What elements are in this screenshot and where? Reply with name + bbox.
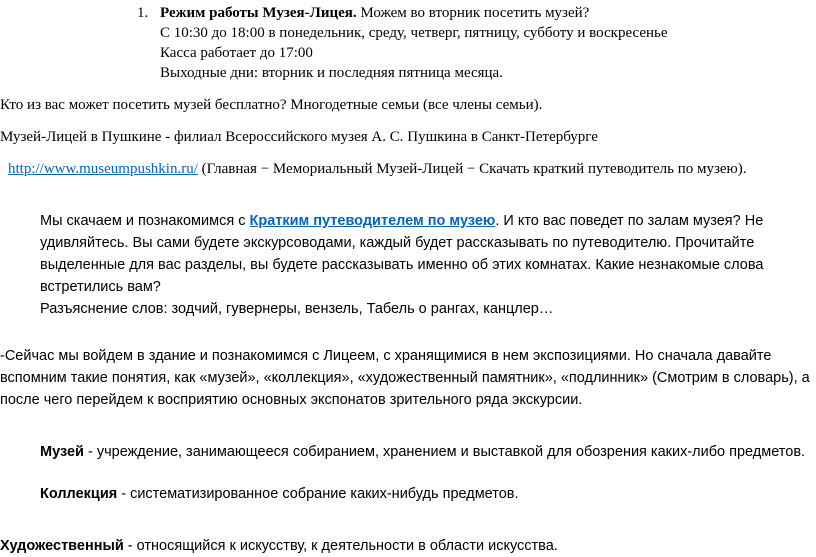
guide-link[interactable]: Кратким путеводителем по музею xyxy=(249,213,496,229)
guide-intro-text: Мы скачаем и познакомимся с xyxy=(40,213,250,229)
collection-definition-text: - систематизированное собрание каких-нибудь предметов. xyxy=(117,486,519,502)
art-term: Художественный xyxy=(0,538,124,554)
guide-line-4: встретились вам? xyxy=(40,279,161,295)
intro-paragraph xyxy=(0,345,810,411)
list-number: 1. xyxy=(137,5,149,21)
schedule-question: Можем во вторник посетить музей? xyxy=(356,5,590,21)
link-line xyxy=(8,159,747,179)
free-visit-text: Кто из вас может посетить музей бесплатно? Многодетные семьи (все члены семьи). xyxy=(0,97,543,113)
branch-text: Музей-Лицей в Пушкине - филиал Всероссийского музея А. С. Пушкина в Санкт-Петербурге xyxy=(0,129,598,145)
museum-definition-text: - учреждение, занимающееся собиранием, хранением и выставкой для обозрения каких-либо предметов. xyxy=(83,444,806,460)
schedule-heading-bold: Режим работы Музея-Лицея. xyxy=(160,5,357,21)
intro-line-2: вспомним такие понятия, как «музей», «коллекция», «художественный памятник», «подлинник» (Смотрим в словарь), а xyxy=(0,370,810,386)
guide-after-link: . И кто вас поведет по залам музея? Не xyxy=(495,213,764,229)
schedule-hours: С 10:30 до 18:00 в понедельник, среду, четверг, пятницу, субботу и воскресенье xyxy=(160,25,668,41)
collection-term: Коллекция xyxy=(40,486,118,502)
museum-definition xyxy=(40,441,805,463)
guide-line-3: выделенные для вас разделы, вы будете рассказывать именно об этих комнатах. Какие незнакомые слова xyxy=(40,257,764,273)
site-path-text: (Главная − Мемориальный Музей-Лицей − Скачать краткий путеводитель по музею). xyxy=(197,161,747,177)
schedule-heading xyxy=(160,3,668,23)
museum-term: Музей xyxy=(40,444,84,460)
schedule-days-off: Выходные дни: вторник и последняя пятница месяца. xyxy=(160,65,503,81)
collection-definition xyxy=(40,483,519,505)
intro-line-3: после чего перейдем к восприятию основных экспонатов зрительного ряда экскурсии. xyxy=(0,392,583,408)
schedule-cashier: Касса работает до 17:00 xyxy=(160,45,313,61)
museum-website-link[interactable]: http://www.museumpushkin.ru/ xyxy=(8,161,198,177)
intro-line-1: -Сейчас мы войдем в здание и познакомимся с Лицеем, с хранящимися в нем экспозициями. Но сначала давайте xyxy=(0,348,772,364)
guide-line-1 xyxy=(40,210,763,232)
guide-line-2: удивляйтесь. Вы сами будете экскурсоводами, каждый будет рассказывать по путеводителю. Прочитайте xyxy=(40,235,755,251)
words-explanation: Разъяснение слов: зодчий, гувернеры, вензель, Табель о рангах, канцлер… xyxy=(40,301,554,317)
schedule-block xyxy=(160,3,668,83)
art-definition-text: - относящийся к искусству, к деятельности в области искусства. xyxy=(123,538,558,554)
guide-paragraph xyxy=(40,210,763,320)
art-definition xyxy=(0,535,558,557)
